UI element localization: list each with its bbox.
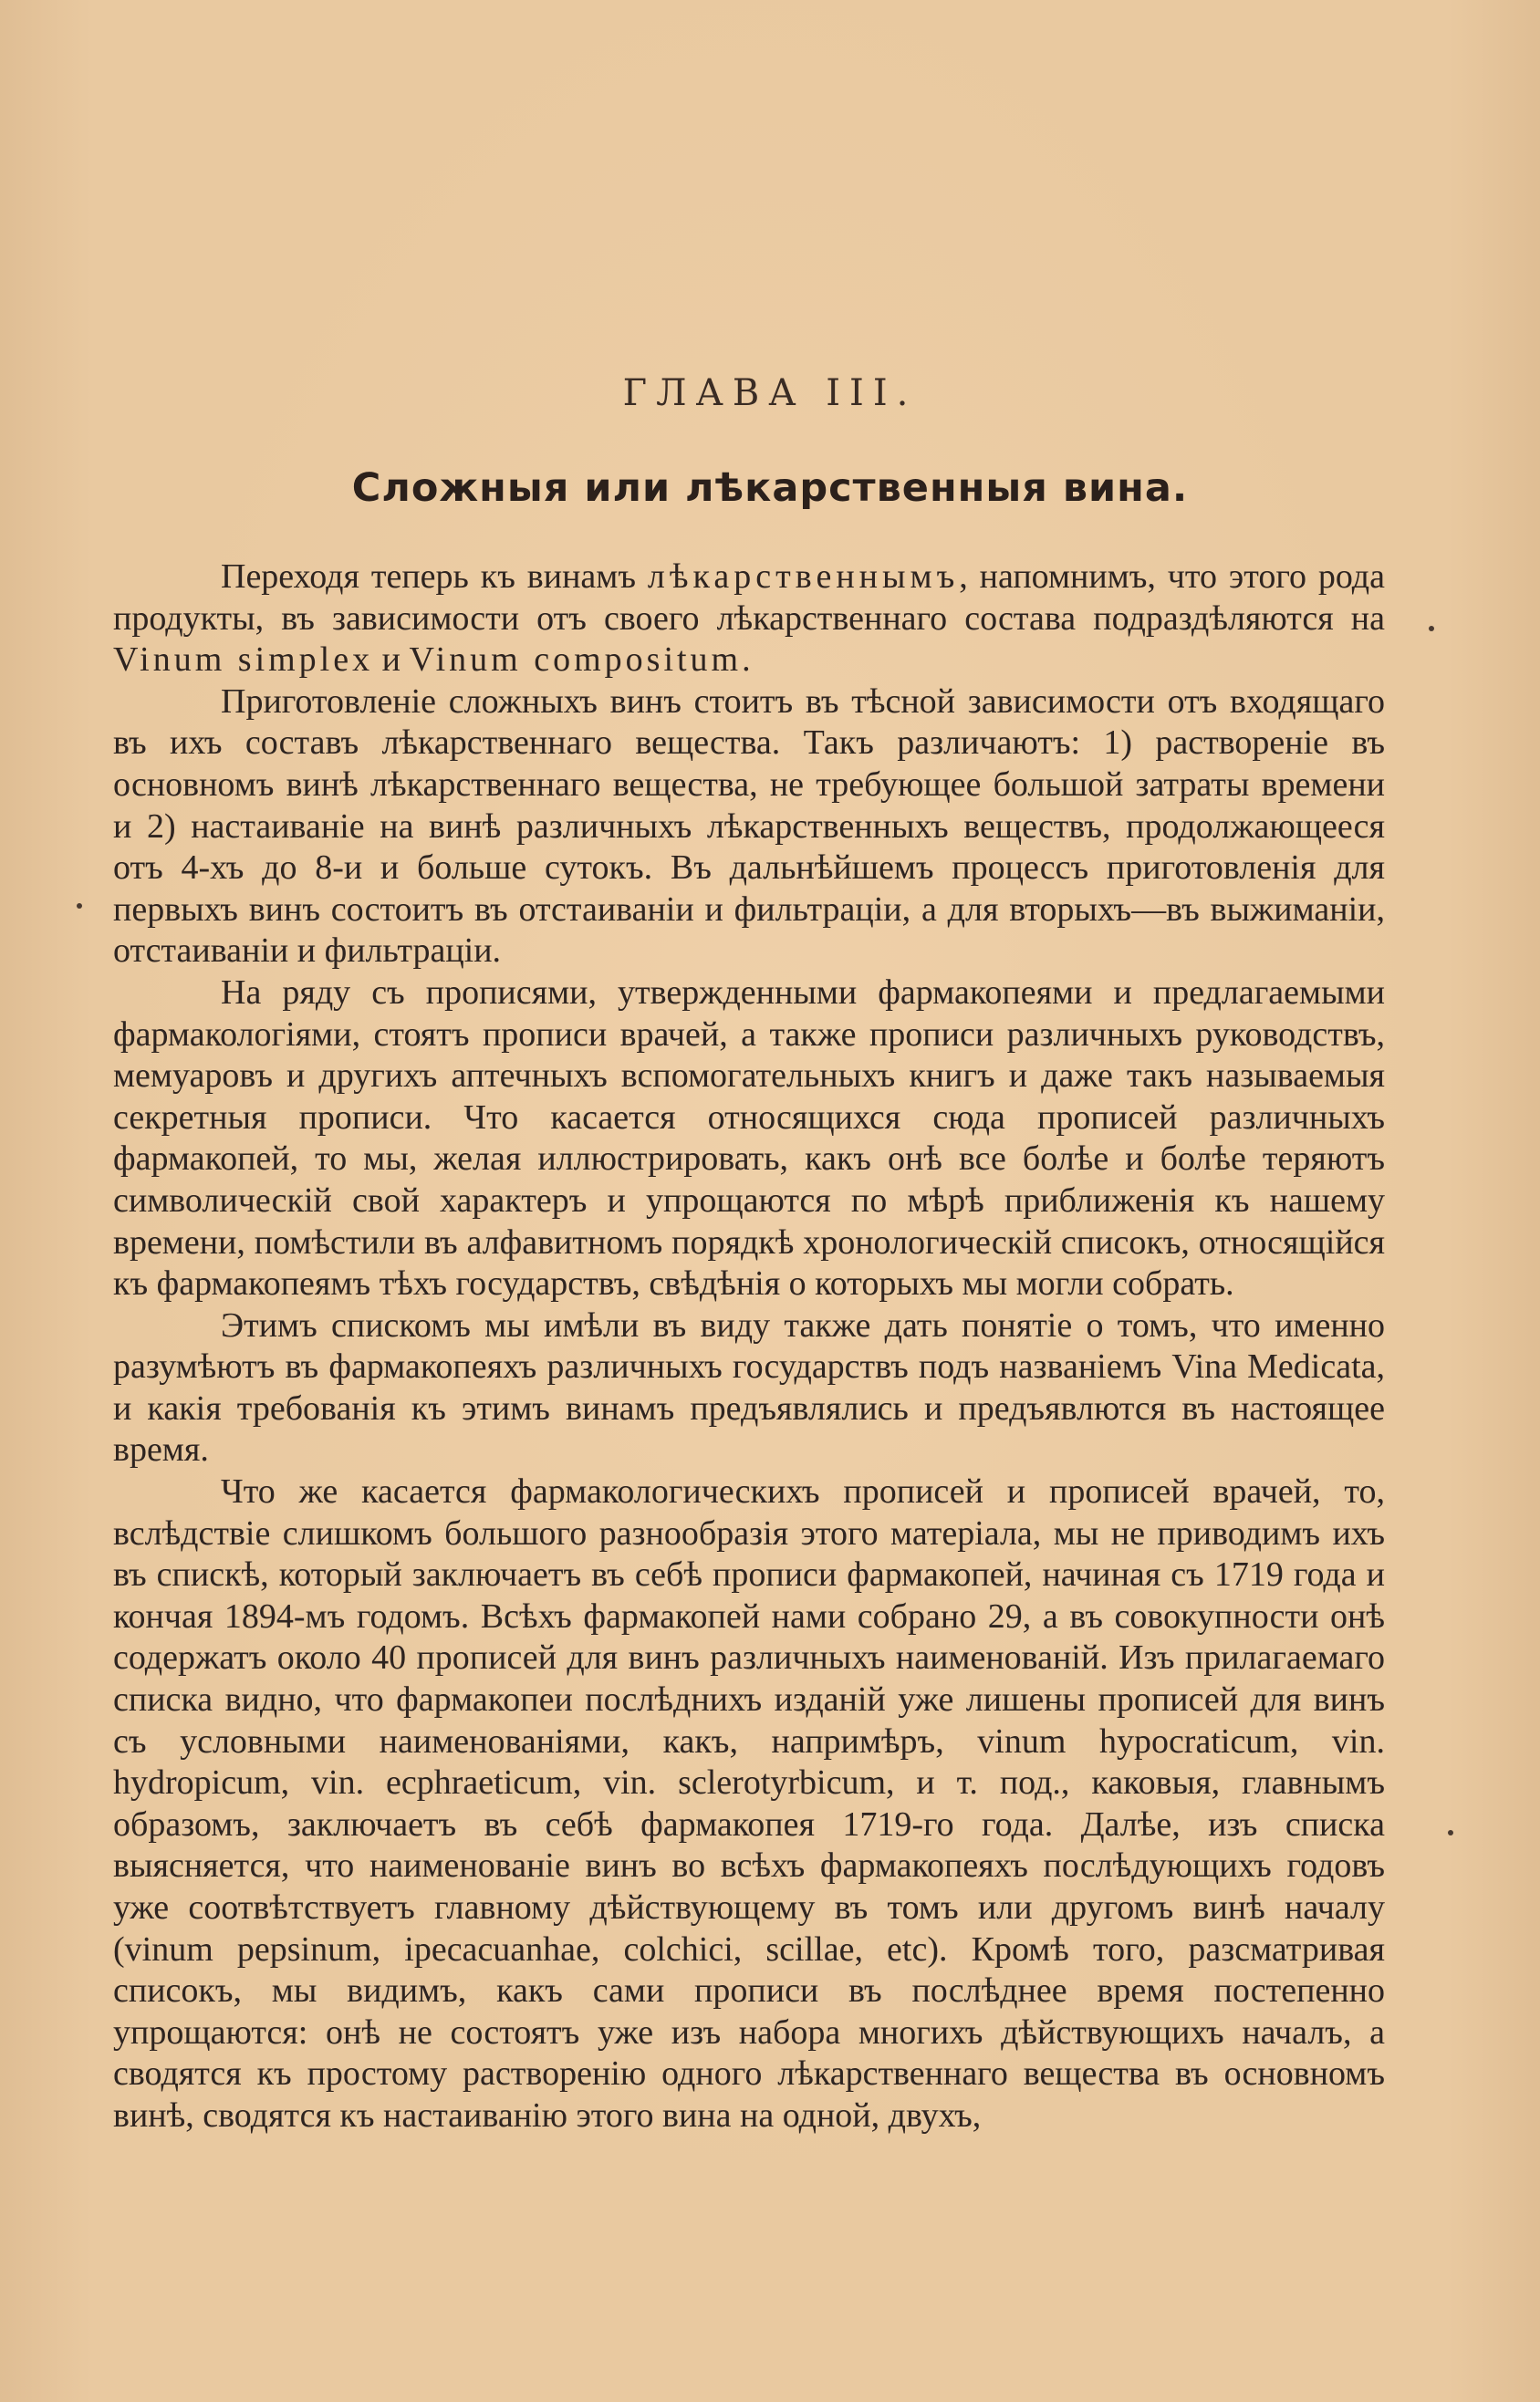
paragraph: Приготовленіе сложныхъ винъ стоитъ въ тѣсной зависимости отъ входящаго въ ихъ составъ лѣкарственнаго вещества. Такъ различаютъ: 1) раствореніе въ основномъ винѣ лѣкарственнаго вещества, не требующее большой затраты времени и 2) настаиваніе на винѣ различныхъ лѣкарственныхъ веществъ, продолжающееся отъ 4-хъ до 8-и и больше сутокъ. Въ дальнѣйшемъ процессъ приготовленія для первыхъ винъ состоитъ въ отстаиваніи и фильтраціи, а для вторыхъ—въ выжиманіи, отстаиваніи и фильтраціи. (113, 681, 1385, 971)
chapter-title: Сложныя или лѣкарственныя вина. (351, 465, 1189, 511)
text-run: Переходя теперь къ винамъ (221, 557, 648, 596)
latin-term: Vinum compositum (409, 640, 743, 680)
chapter-heading: ГЛАВА III. (622, 372, 918, 414)
latin-term: Vinum simplex (113, 640, 374, 680)
emphasis-text: лѣкарственнымъ (647, 557, 960, 596)
text-run: , напомнимъ, что этого рода продукты, въ зависимости отъ своего лѣкарственнаго состава подраздѣляются на (113, 557, 1385, 638)
paragraph (113, 556, 1385, 681)
body-text (113, 556, 1385, 2137)
ink-speck (1429, 626, 1434, 631)
paragraph: Что же касается фармакологическихъ прописей и прописей врачей, то, вслѣдствіе слишкомъ большого разнообразія этого матеріала, мы не приводимъ ихъ въ спискѣ, который заключаетъ въ себѣ прописи фармакопей, начиная съ 1719 года и кончая 1894-мъ годомъ. Всѣхъ фармакопей нами собрано 29, а въ совокупности онѣ содержатъ около 40 прописей для винъ различныхъ наименованій. Изъ прилагаемаго списка видно, что фармакопеи послѣднихъ изданій уже лишены прописей для винъ съ условными наименованіями, какъ, напримѣръ, vinum hypocraticum, vin. hydropicum, vin. ecphraeticum, vin. sclerotyrbicum, и т. под., каковыя, главнымъ образомъ, заключаетъ въ себѣ фармакопея 1719-го года. Далѣе, изъ списка выясняется, что наименованіе винъ во всѣхъ фармакопеяхъ послѣдующихъ годовъ уже соотвѣтствуетъ главному дѣйствующему въ томъ или другомъ винѣ началу (vinum pepsinum, ipecacuanhae, colchici, scillae, etc). Кромѣ того, разсматривая списокъ, мы видимъ, какъ сами прописи въ послѣднее время постепенно упрощаются: онѣ не состоятъ уже изъ набора многихъ дѣйствующихъ началъ, а сводятся къ простому растворенію одного лѣкарственнаго вещества въ основномъ винѣ, сводятся къ настаиванію этого вина на одной, двухъ, (113, 1472, 1385, 2135)
ink-speck (1448, 1830, 1453, 1835)
paragraph: Этимъ спискомъ мы имѣли въ виду также дать понятіе о томъ, что именно разумѣютъ въ фармакопеяхъ различныхъ государствъ подъ названіемъ Vina Medicata, и какія требованія къ этимъ винамъ предъявлялись и предъявлются въ настоящее время. (113, 1305, 1385, 1470)
ink-speck (77, 903, 82, 909)
paragraph: На ряду съ прописями, утвержденными фармакопеями и предлагаемыми фармакологіями, стоятъ прописи врачей, а также прописи различныхъ руководствъ, мемуаровъ и другихъ аптечныхъ вспомогательныхъ книгъ и даже такъ называемыя секретныя прописи. Что касается относящихся сюда прописей различныхъ фармакопей, то мы, желая иллюстрировать, какъ онѣ все болѣе и болѣе теряютъ символическій свой характеръ и упрощаются по мѣрѣ приближенія къ нашему времени, помѣстили въ алфавитномъ порядкѣ хронологическій списокъ, относящійся къ фармакопеямъ тѣхъ государствъ, свѣдѣнія о которыхъ мы могли собрать. (113, 972, 1385, 1304)
text-run: . (742, 640, 751, 680)
text-run: и (373, 640, 410, 680)
